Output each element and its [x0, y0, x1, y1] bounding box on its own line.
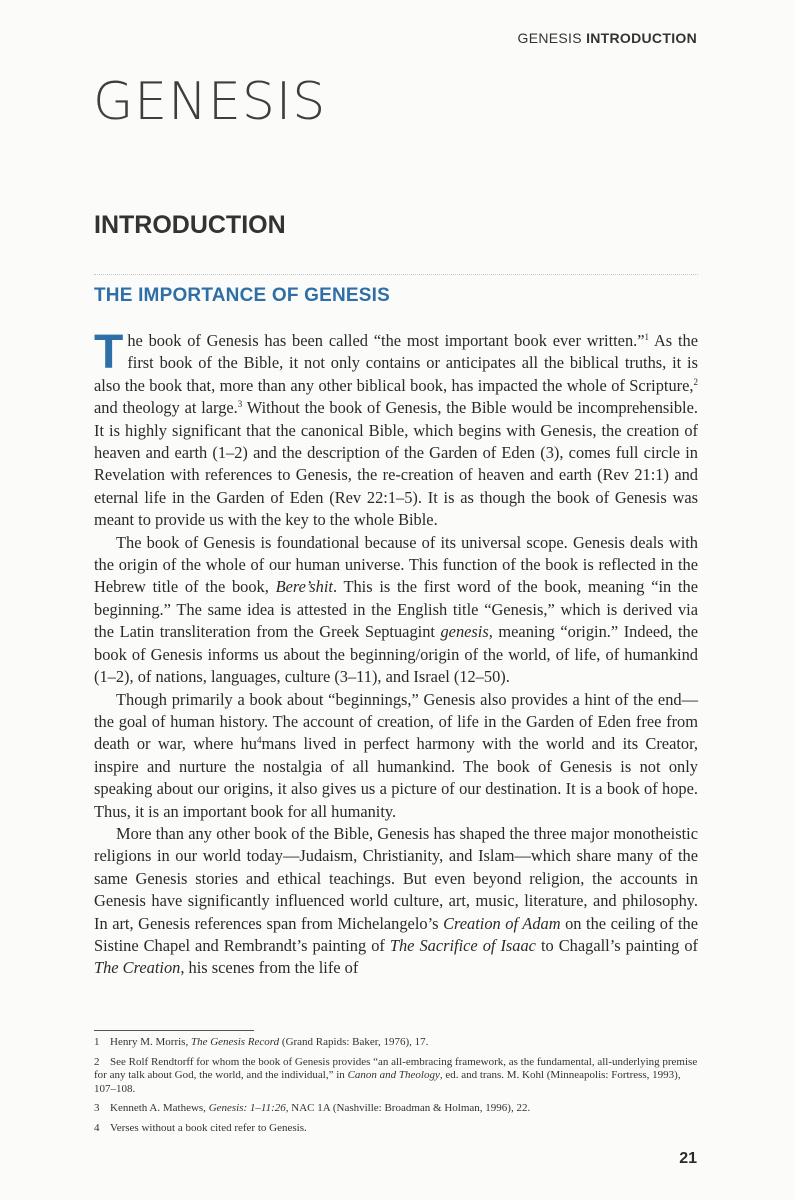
section-title: INTRODUCTION	[94, 211, 286, 239]
body-text	[94, 326, 699, 980]
running-head	[518, 30, 697, 46]
paragraph-4: More than any other book of the Bible, Genesis has shaped the three major monotheistic religions in our world today—Judaism, Christianity, and Islam—which share many of the same Genesis stories and ethical teachings. But even beyond religion, the accounts in Genesis have significantly influenced world culture, art, music, literature, and philosophy. In art, Genesis references span from Michelangelo’s Creation of Adam on the ceiling of the Sistine Chapel and Rembrandt’s painting of The Sacrifice of Isaac to Chagall’s painting of The Creation, his scenes from the life of	[94, 823, 699, 978]
paragraph-1: The book of Genesis has been called “the most important book ever written.”$^1$ As the first book of the Bible, it not only contains or anticipates all the biblical truths, it is also the book that, more than any other biblical book, has impacted the whole of Scripture,$^2$ and theology at large.$^3$ Without the book of Genesis, the Bible would be incomprehensible. It is highly significant that the canonical Bible, which begins with Genesis, the creation of heaven and earth (1–2) and the description of the Garden of Eden (3), comes full circle in Revelation with references to Genesis, the re-creation of heaven and earth (Rev 21:1) and eternal life in the Garden of Eden (Rev 22:1–5). It is as though the book of Genesis was meant to provide us with the key to the whole Bible.	[94, 326, 698, 530]
footnote-ref-4[interactable]: 4	[257, 735, 262, 746]
drop-cap: T	[94, 326, 124, 379]
footnote-ref-2[interactable]: 2	[693, 376, 698, 387]
page-number: 21	[679, 1150, 697, 1167]
subsection-title: THE IMPORTANCE OF GENESIS	[94, 285, 391, 306]
footnote: 2 See Rolf Rendtorff for whom the book of Genesis provides “an all-embracing framework, as the fundamental, all-underlying premise for any talk about God, the world, and the individual,” in Canon and Theology, ed. and trans. M. Kohl (Minneapolis: Fortress, 1993), 107–108.	[94, 1055, 698, 1095]
section-divider	[94, 274, 698, 275]
paragraph-2: The book of Genesis is foundational because of its universal scope. Genesis deals with the origin of the whole of our human universe. This function of the book is reflected in the Hebrew title of the book, Bere’shit. This is the first word of the book, meaning “in the beginning.” The same idea is attested in the English title “Genesis,” which is derived via the Latin transliteration from the Greek Septuagint genesis, meaning “origin.” Indeed, the book of Genesis informs us about the beginning/origin of the world, of life, of humankind (1–2), of nations, languages, culture (3–11), and Israel (12–50).	[94, 532, 698, 687]
footnote-ref-1[interactable]: 1	[644, 332, 650, 342]
paragraph-3: Though primarily a book about “beginnings,” Genesis also provides a hint of the end—the goal of human history. The account of creation, of life in the Garden of Eden free from death or war, where $hu^4mans$ lived in perfect harmony with the world and its Creator, inspire and nurture the nostalgia of all humankind. The book of Genesis is not only speaking about our origins, it also gives us a picture of our destination. It is a book of hope. Thus, it is an important book for all humanity.	[94, 689, 699, 821]
footnote: 1 Henry M. Morris, The Genesis Record (Grand Rapids: Baker, 1976), 17.	[94, 1036, 429, 1048]
book-title: GENESIS	[93, 72, 327, 132]
footnotes	[94, 1036, 698, 1141]
footnote-rule	[94, 1030, 254, 1031]
running-head-section: INTRODUCTION	[586, 30, 697, 46]
footnote: 3 Kenneth A. Mathews, Genesis: 1–11:26, NAC 1A (Nashville: Broadman & Holman, 1996), 22.	[94, 1102, 531, 1114]
running-head-book: GENESIS	[517, 30, 582, 46]
footnote-ref-3[interactable]: 3	[237, 399, 243, 410]
footnote: 4 Verses without a book cited refer to Genesis.	[94, 1121, 307, 1134]
